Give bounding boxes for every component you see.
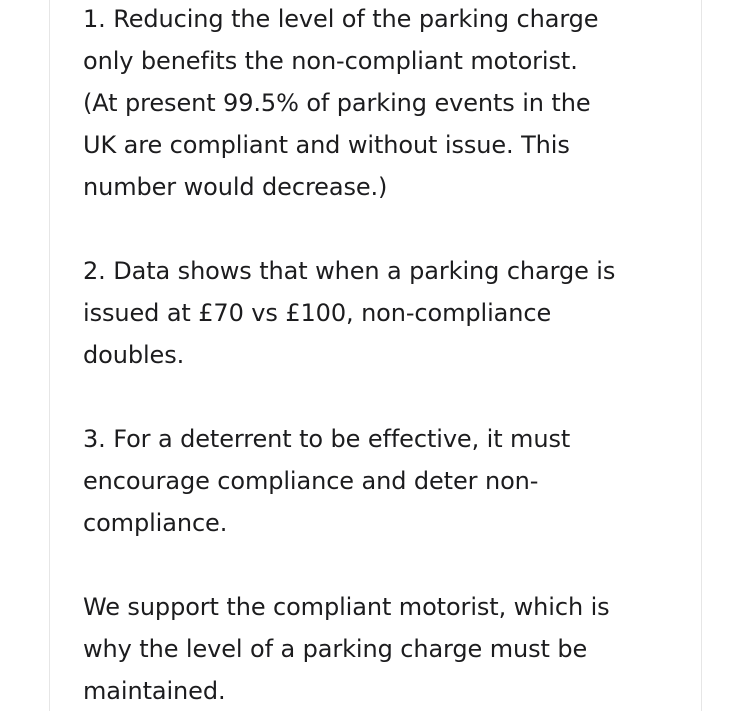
paragraph-point-3: 3. For a deterrent to be effective, it must encourage compliance and deter non- compliance.: [83, 425, 571, 537]
paragraph-point-1: 1. Reducing the level of the parking charge only benefits the non-compliant motorist. (At present 99.5% of parking events in the UK are compliant and without issue. This number would decrease.): [83, 5, 599, 201]
paragraph-point-2: 2. Data shows that when a parking charge is issued at £70 vs £100, non-compliance doubles.: [83, 257, 616, 369]
paragraph-conclusion: We support the compliant motorist, which is why the level of a parking charge must be maintained.: [83, 593, 610, 705]
document-body: [83, 0, 683, 711]
